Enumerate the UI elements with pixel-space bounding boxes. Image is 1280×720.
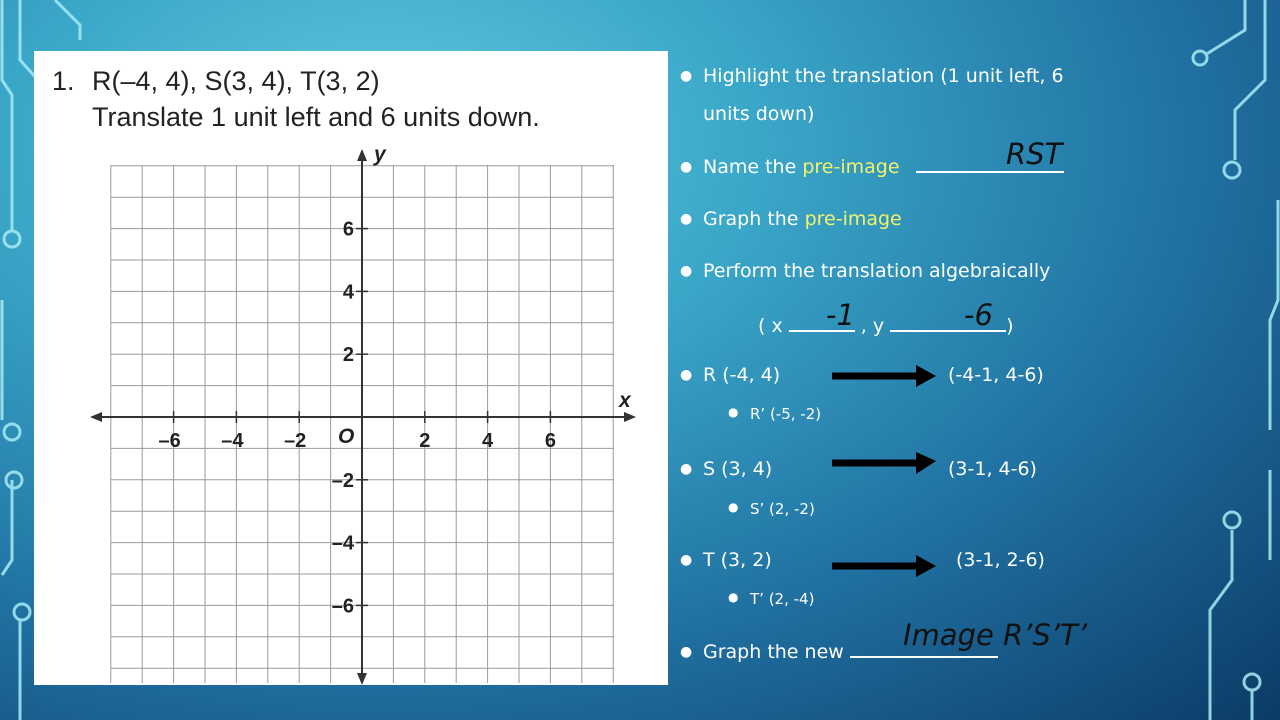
preimage-highlight: pre-image xyxy=(804,208,902,230)
t-image: T’ (2, -4) xyxy=(750,590,815,608)
x-tick-label: –4 xyxy=(221,430,244,452)
y-axis-top-arrow xyxy=(357,149,367,161)
y-axis-bottom-arrow xyxy=(357,673,367,685)
x-axis-label: x xyxy=(619,389,631,412)
problem-points: R(–4, 4), S(3, 4), T(3, 2) xyxy=(92,66,380,96)
problem-instruction: Translate 1 unit left and 6 units down. xyxy=(92,102,540,132)
bullet-dot: ● xyxy=(680,159,693,175)
origin-label: O xyxy=(338,425,355,448)
handwritten-image-name: Image R’S’T’ xyxy=(903,618,1087,652)
rule-x: ( x xyxy=(758,315,783,337)
handwritten-y-change: -6 xyxy=(964,298,993,332)
problem-number: 1. xyxy=(52,66,75,96)
bullet-dot: ● xyxy=(680,461,693,477)
graph-label: Graph the xyxy=(703,208,799,230)
bullet-dot: ● xyxy=(680,211,693,227)
perform-translation-text: Perform the translation algebraically xyxy=(703,260,1051,282)
bullet-dot: ● xyxy=(680,367,693,383)
r-image: R’ (-5, -2) xyxy=(750,405,822,423)
x-tick-label: 6 xyxy=(544,430,556,452)
r-original: R (-4, 4) xyxy=(703,364,781,386)
name-label: Name the xyxy=(703,156,797,178)
rule-close: ) xyxy=(1006,315,1014,337)
x-tick-label: 2 xyxy=(419,430,431,452)
bullet-graph-preimage-text xyxy=(703,201,902,237)
graph-new-label: Graph the new xyxy=(703,641,844,663)
bullet-dot: ● xyxy=(680,263,693,279)
s-original: S (3, 4) xyxy=(703,458,773,480)
y-tick-label: –6 xyxy=(331,595,354,618)
bullet-dot: ● xyxy=(680,68,693,84)
r-computation: (-4-1, 4-6) xyxy=(948,364,1044,386)
rule-y: , y xyxy=(860,315,885,337)
handwritten-x-change: -1 xyxy=(826,298,855,332)
arrow-icon xyxy=(832,553,938,579)
bullet-highlight-line2: units down) xyxy=(703,103,815,125)
y-tick-label: 6 xyxy=(342,218,354,241)
x-tick-label: –2 xyxy=(284,430,307,452)
arrow-icon xyxy=(832,363,938,389)
handwritten-preimage-name: RST xyxy=(1006,137,1063,171)
x-tick-label: 4 xyxy=(482,430,494,452)
t-computation: (3-1, 2-6) xyxy=(956,549,1045,571)
x-tick-label: –6 xyxy=(158,430,181,452)
bullet-dot: ● xyxy=(680,644,693,660)
bullet-highlight-line1: Highlight the translation (1 unit left, 6 xyxy=(703,65,1064,87)
t-original: T (3, 2) xyxy=(703,549,772,571)
arrow-icon xyxy=(832,448,938,474)
sub-bullet-dot: ● xyxy=(728,500,739,514)
y-tick-label: –4 xyxy=(331,532,354,555)
x-axis-left-arrow xyxy=(90,412,102,422)
sub-bullet-dot: ● xyxy=(728,405,739,419)
textbook-problem-panel xyxy=(34,51,668,685)
y-tick-label: 4 xyxy=(342,281,354,304)
image-answer-blank xyxy=(850,656,998,658)
sub-bullet-dot: ● xyxy=(728,590,739,604)
preimage-answer-blank xyxy=(916,171,1064,173)
s-computation: (3-1, 4-6) xyxy=(948,458,1037,480)
coordinate-grid xyxy=(34,51,668,685)
s-image: S’ (2, -2) xyxy=(750,500,815,518)
y-tick-label: 2 xyxy=(342,344,354,367)
y-tick-label: –2 xyxy=(331,469,354,492)
preimage-highlight: pre-image xyxy=(802,156,900,178)
bullet-dot: ● xyxy=(680,552,693,568)
x-axis-right-arrow xyxy=(624,412,636,422)
y-axis-label: y xyxy=(374,143,386,166)
